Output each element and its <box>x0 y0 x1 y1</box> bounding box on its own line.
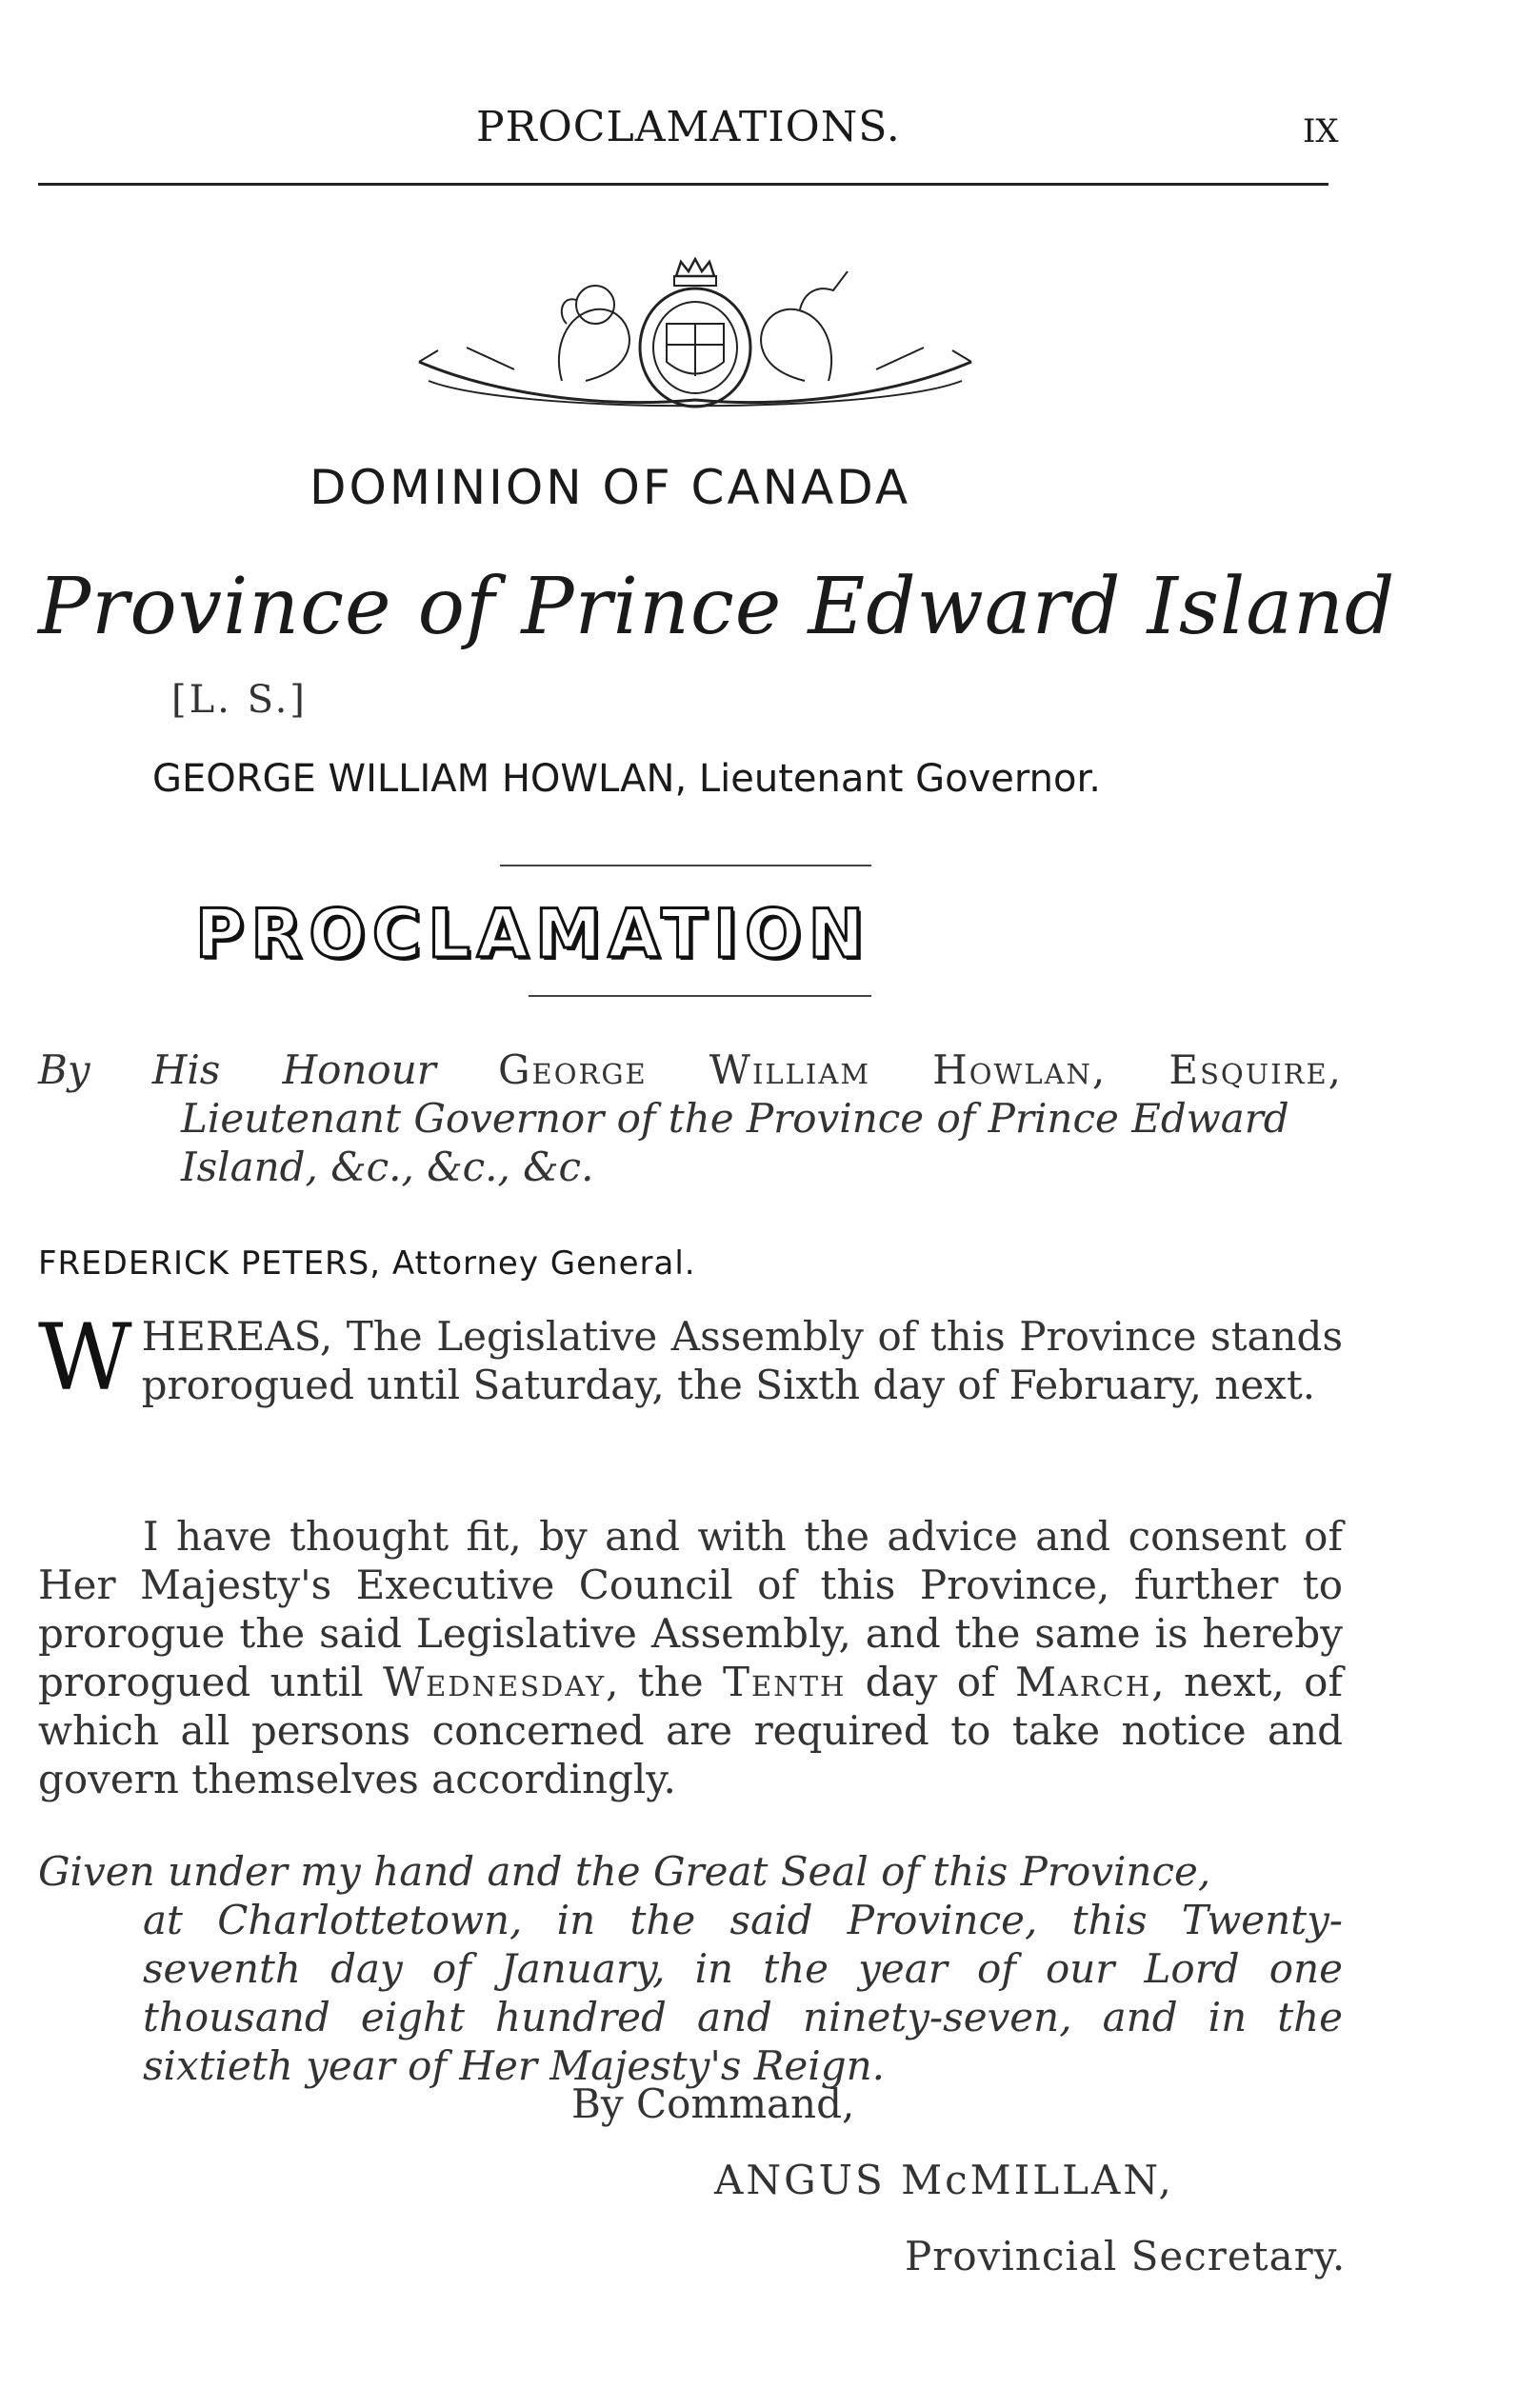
attorney-general-line: FREDERICK PETERS, Attorney General. <box>38 1244 696 1283</box>
by-command: By Command, <box>571 2080 855 2127</box>
byline-honour: Honour <box>282 1046 436 1093</box>
byline-george: George <box>497 1046 648 1093</box>
header-rule <box>38 183 1328 186</box>
tenth-word: Tenth <box>723 1659 847 1705</box>
prorogation-text-2: , the <box>606 1659 724 1705</box>
divider-lower <box>529 995 871 997</box>
given-rest: at Charlottetown, in the said Province, this Twenty-seventh day of January, in the year of our Lord one thousand eight hundred and ninety-seven, and in the sixtieth year of Her Majesty's Reign. <box>143 1897 1343 2089</box>
prorogation-paragraph <box>38 1512 1343 1803</box>
page-number: IX <box>1303 112 1339 150</box>
dominion-heading: DOMINION OF CANADA <box>310 460 911 515</box>
byline-line2: Lieutenant Governor of the Province of Prince Edward <box>181 1095 1289 1142</box>
prorogation-text-1: I have thought fit, by and with the advice and consent of Her Majesty's Executive Council of this Province, further to prorogue the said Legislative Assembly, and the same is hereby prorogued until <box>38 1513 1343 1705</box>
byline-howlan: Howlan, <box>932 1046 1108 1093</box>
proclamation-heading: PROCLAMATION <box>195 895 871 973</box>
prorogation-text-4: , next, of which all persons concerned are required to take notice and govern themselves accordingly. <box>38 1659 1343 1802</box>
seal-mark: [L. S.] <box>171 678 308 722</box>
whereas-text: HEREAS, The Legislative Assembly of this Province stands prorogued until Saturday, the Sixth day of February, next. <box>141 1313 1343 1408</box>
divider-upper <box>500 865 871 866</box>
wednesday-word: Wednesday <box>382 1659 607 1705</box>
prorogation-text-3: day of <box>846 1659 1015 1705</box>
byline-william: William <box>709 1046 871 1093</box>
whereas-paragraph <box>38 1304 1343 1411</box>
province-title: Province of Prince Edward Island <box>38 562 1396 652</box>
given-clause <box>38 1847 1343 2090</box>
byline-by: By <box>38 1046 90 1093</box>
secretary-title: Provincial Secretary. <box>905 2233 1347 2279</box>
secretary-name: ANGUS McMILLAN, <box>714 2157 1174 2203</box>
byline-his: His <box>151 1046 221 1093</box>
march-word: March <box>1014 1659 1152 1705</box>
given-line1: Given under my hand and the Great Seal of this Province, <box>38 1848 1211 1895</box>
running-header-title: PROCLAMATIONS. <box>476 103 901 151</box>
byline-esquire: Esquire, <box>1168 1046 1343 1093</box>
royal-coat-of-arms-icon <box>400 257 990 424</box>
drop-cap: W <box>38 1304 132 1411</box>
byline-line3: Island, &c., &c., &c. <box>181 1144 594 1190</box>
governor-line: GEORGE WILLIAM HOWLAN, Lieutenant Governor. <box>152 757 1101 801</box>
byline <box>38 1045 1343 1191</box>
